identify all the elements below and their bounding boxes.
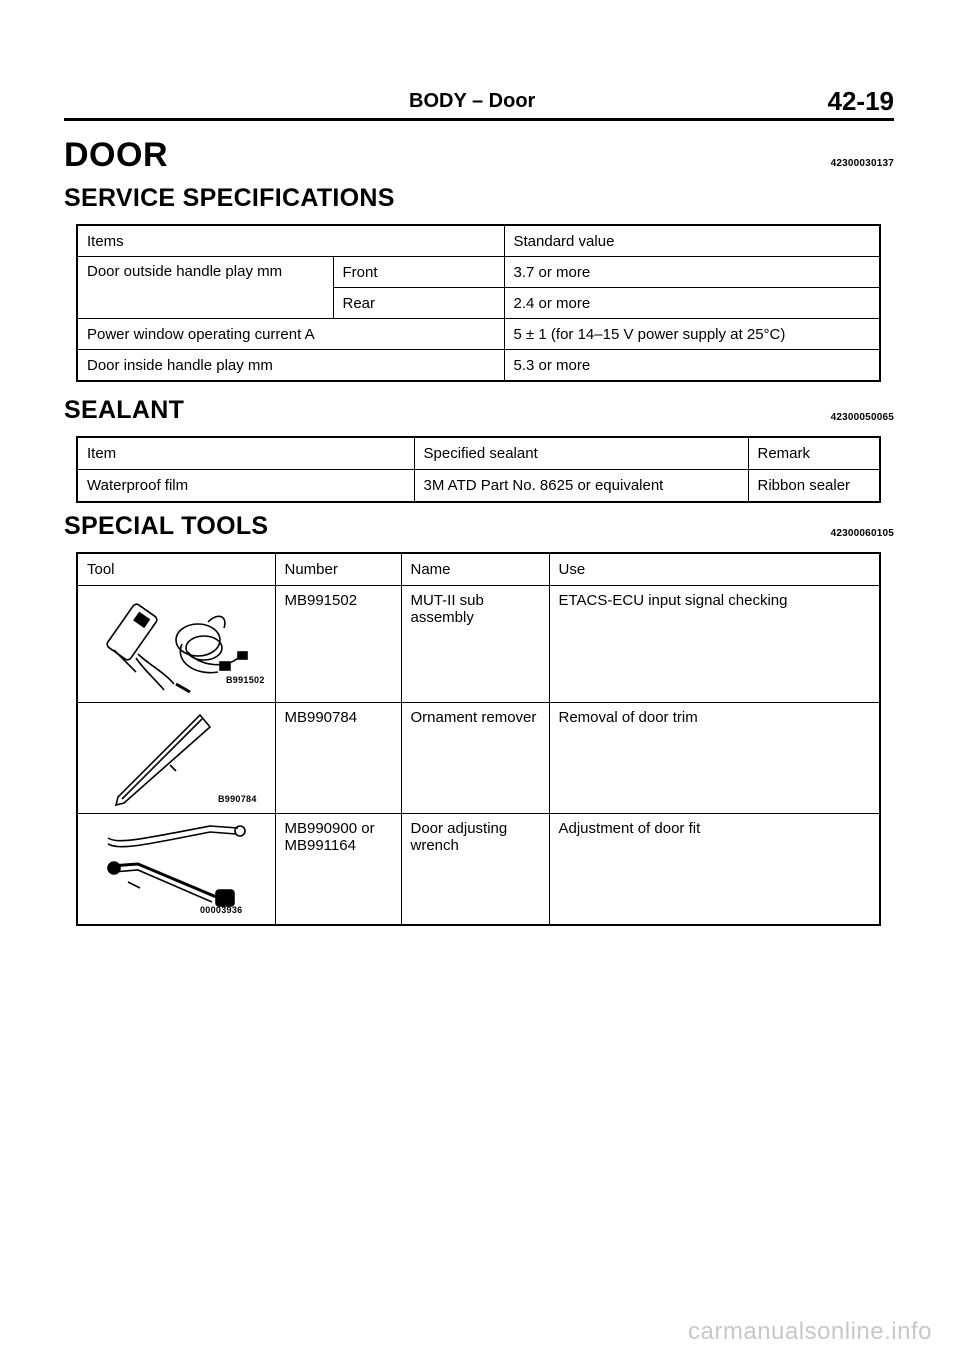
column-header: Items bbox=[77, 225, 504, 257]
sealant-code: 42300050065 bbox=[830, 412, 894, 423]
sealant-table bbox=[76, 436, 881, 503]
table-row bbox=[77, 319, 880, 350]
tool-name: MUT-II sub assembly bbox=[401, 586, 549, 703]
spec-item: Power window operating current A bbox=[77, 319, 504, 350]
spec-value: 2.4 or more bbox=[504, 288, 880, 319]
sealant-spec: 3M ATD Part No. 8625 or equivalent bbox=[414, 470, 748, 503]
table-row bbox=[77, 350, 880, 382]
table-row bbox=[77, 586, 880, 703]
tool-number: MB990900 or MB991164 bbox=[275, 814, 401, 926]
spec-value: 5.3 or more bbox=[504, 350, 880, 382]
special-tools-heading: SPECIAL TOOLS bbox=[64, 512, 269, 540]
running-head bbox=[64, 86, 894, 120]
tool-illustration bbox=[77, 814, 275, 926]
service-specifications-table bbox=[76, 224, 881, 382]
sealant-item: Waterproof film bbox=[77, 470, 414, 503]
tool-name: Door adjusting wrench bbox=[401, 814, 549, 926]
tool-use: Removal of door trim bbox=[549, 703, 880, 814]
site-watermark: carmanualsonline.info bbox=[688, 1318, 932, 1345]
section-title: BODY – Door bbox=[409, 90, 536, 112]
spec-subitem: Rear bbox=[333, 288, 504, 319]
special-tools-code: 42300060105 bbox=[830, 528, 894, 539]
door-heading: DOOR bbox=[64, 136, 168, 174]
spec-value: 3.7 or more bbox=[504, 257, 880, 288]
table-header-row bbox=[77, 225, 880, 257]
image-code: B990784 bbox=[218, 794, 257, 804]
spec-item: Door inside handle play mm bbox=[77, 350, 504, 382]
table-row bbox=[77, 703, 880, 814]
sealant-remark: Ribbon sealer bbox=[748, 470, 880, 503]
tool-name: Ornament remover bbox=[401, 703, 549, 814]
tool-use: ETACS-ECU input signal checking bbox=[549, 586, 880, 703]
sealant-heading: SEALANT bbox=[64, 396, 185, 424]
header-rule bbox=[64, 118, 894, 121]
table-header-row bbox=[77, 437, 880, 470]
page-number: 42-19 bbox=[827, 86, 894, 116]
image-code: B991502 bbox=[226, 675, 265, 685]
column-header: Number bbox=[275, 553, 401, 586]
column-header: Remark bbox=[748, 437, 880, 470]
column-header: Item bbox=[77, 437, 414, 470]
column-header: Standard value bbox=[504, 225, 880, 257]
table-row bbox=[77, 814, 880, 926]
tool-use: Adjustment of door fit bbox=[549, 814, 880, 926]
column-header: Specified sealant bbox=[414, 437, 748, 470]
door-wrench-icon bbox=[78, 820, 274, 924]
tool-illustration bbox=[77, 703, 275, 814]
table-header-row bbox=[77, 553, 880, 586]
table-row bbox=[77, 470, 880, 503]
column-header: Tool bbox=[77, 553, 275, 586]
tool-number: MB990784 bbox=[275, 703, 401, 814]
column-header: Use bbox=[549, 553, 880, 586]
special-tools-table bbox=[76, 552, 881, 926]
spec-item: Door outside handle play mm bbox=[77, 257, 333, 319]
spec-value: 5 ± 1 (for 14–15 V power supply at 25°C) bbox=[504, 319, 880, 350]
service-specifications-heading: SERVICE SPECIFICATIONS bbox=[64, 184, 395, 212]
tool-illustration bbox=[77, 586, 275, 703]
table-row bbox=[77, 257, 880, 288]
door-code: 42300030137 bbox=[830, 158, 894, 169]
spec-subitem: Front bbox=[333, 257, 504, 288]
tool-number: MB991502 bbox=[275, 586, 401, 703]
column-header: Name bbox=[401, 553, 549, 586]
image-code: 00003936 bbox=[200, 905, 243, 915]
